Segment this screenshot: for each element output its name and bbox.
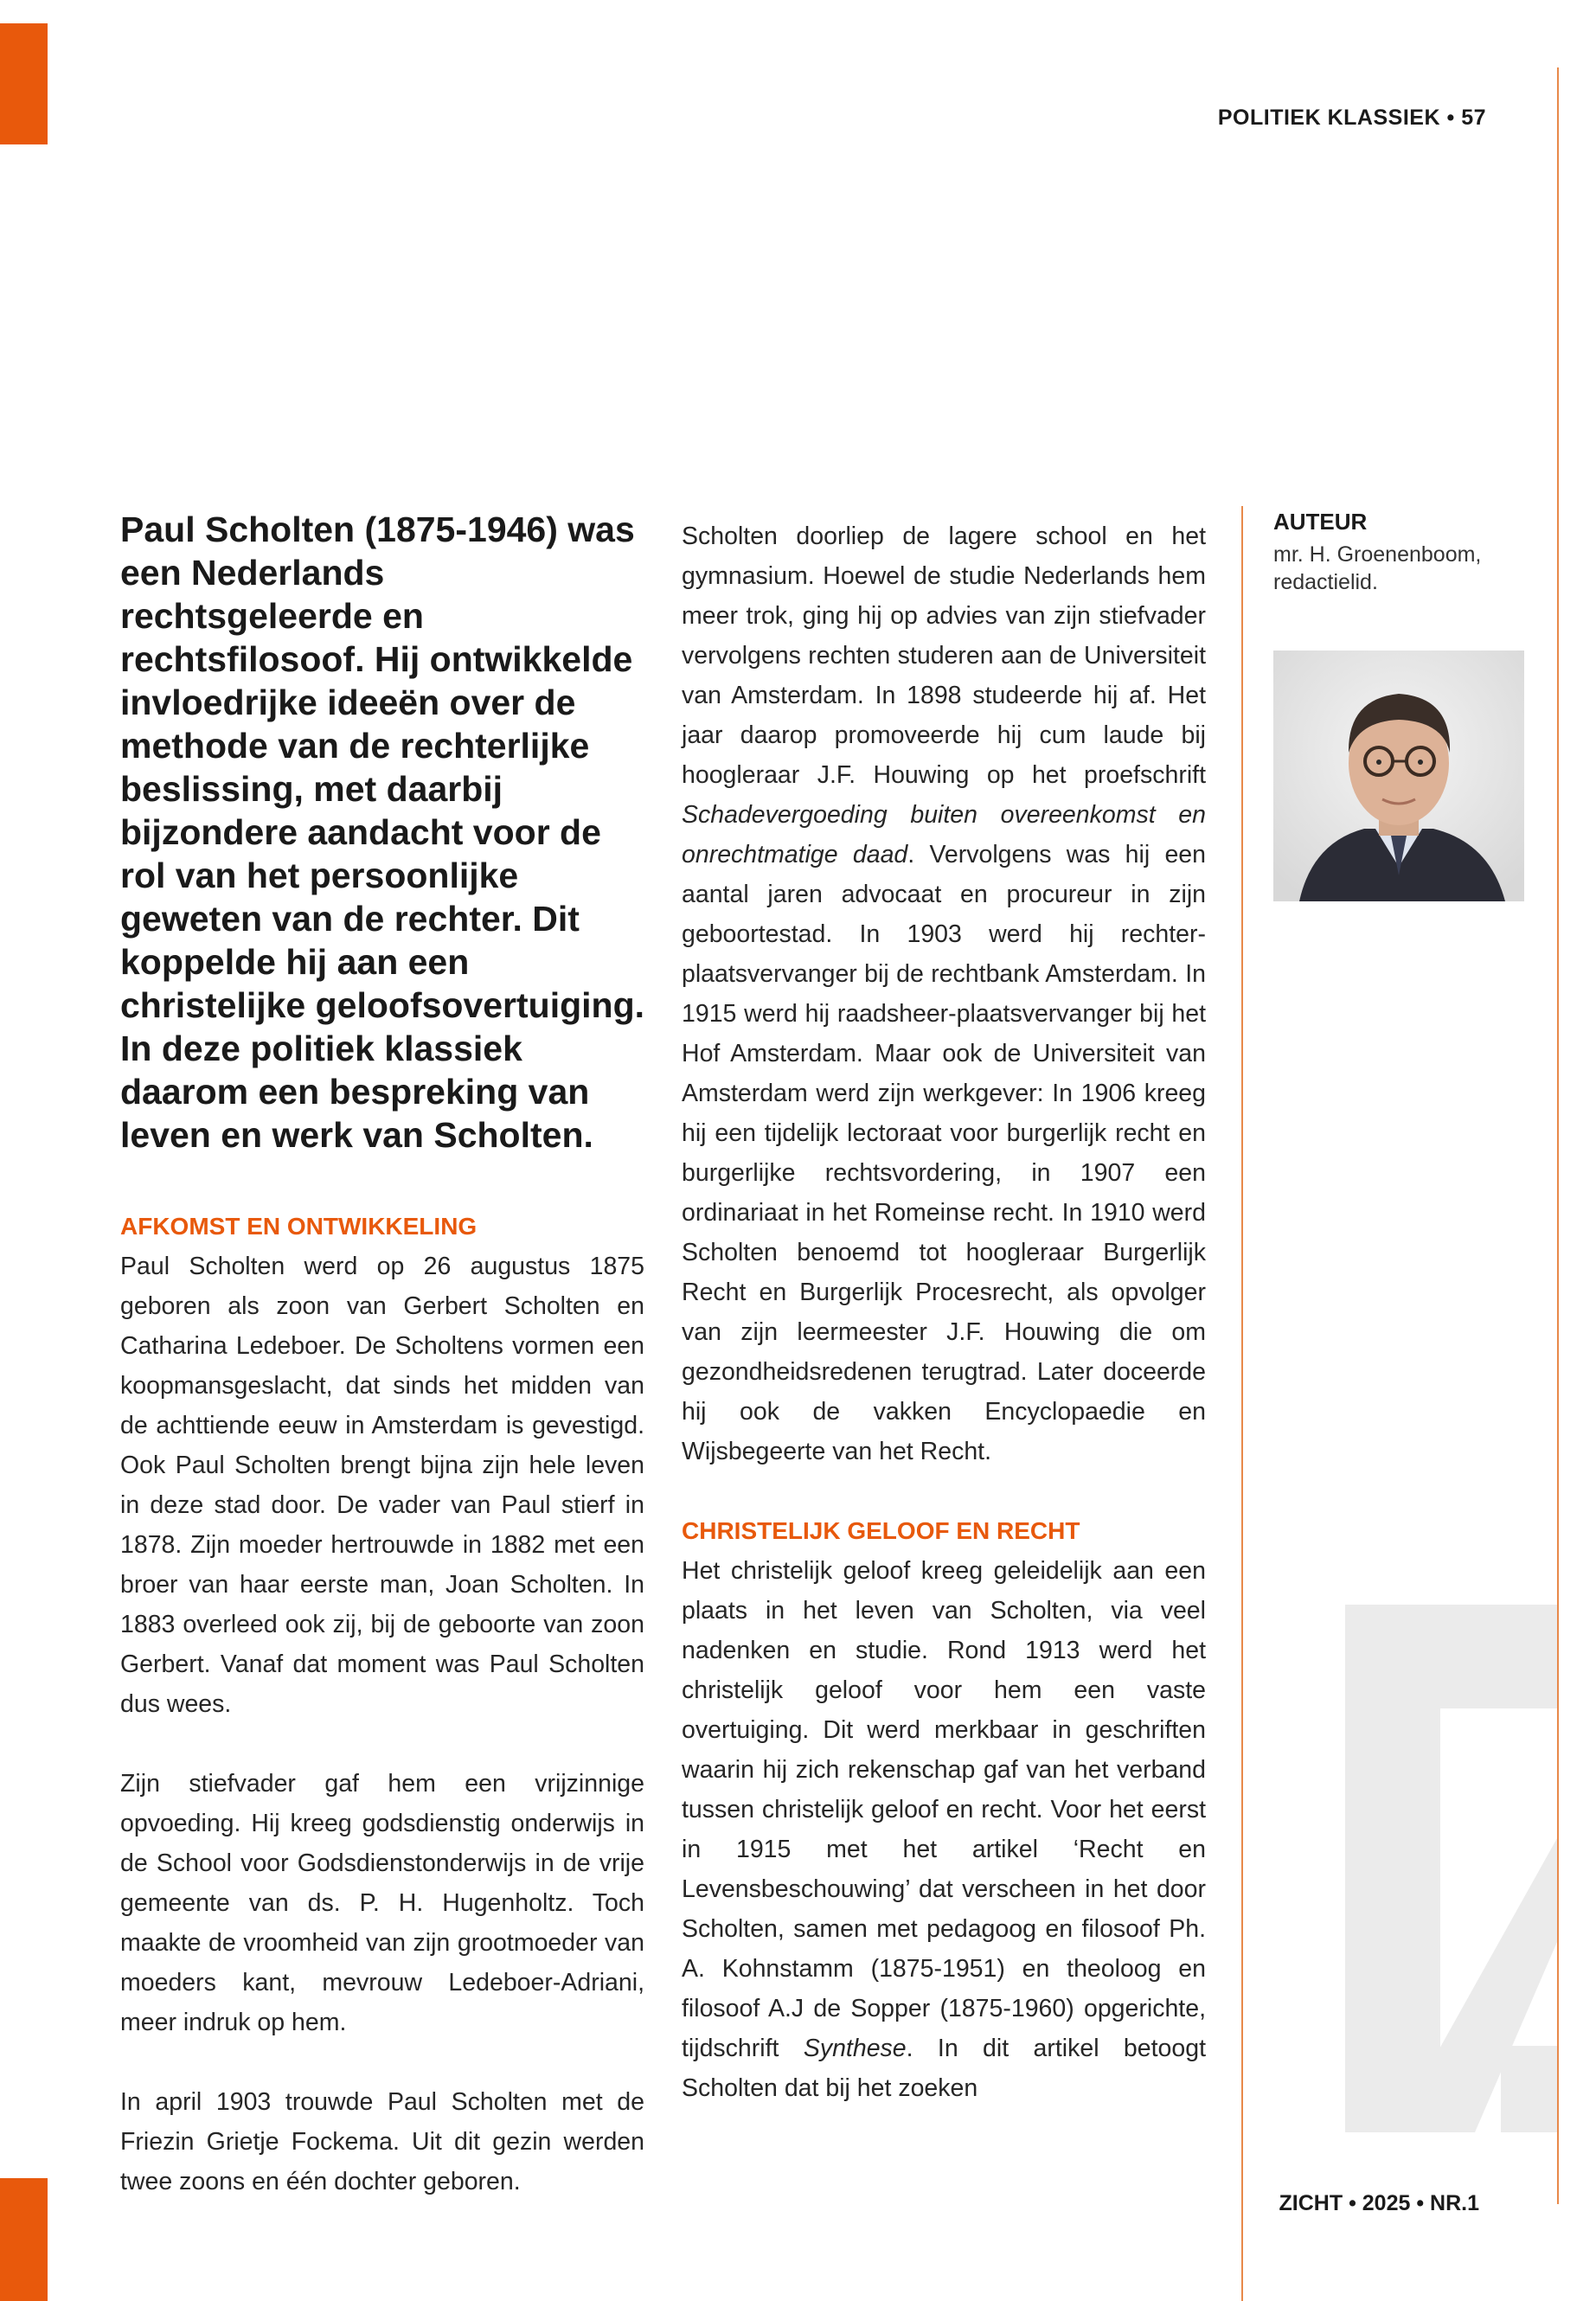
body-paragraph — [682, 1551, 1206, 2108]
section-heading-christelijk: CHRISTELIJK GELOOF EN RECHT — [682, 1517, 1080, 1544]
author-photo — [1273, 651, 1524, 901]
body-paragraph: In april 1903 trouwde Paul Scholten met de Friezin Grietje Fockema. Uit dit gezin werden twee zoons en één dochter geboren. — [120, 2088, 644, 2195]
body-text: . Vervolgens was hij een aantal jaren advocaat en procureur in zijn geboortestad. In 1903 werd hij rechter-plaatsvervanger bij de rechtbank Amsterdam. In 1915 werd hij raadsheer-plaatsvervanger bij het Hof Amsterdam. Maar ook de Universiteit van Amsterdam werd zijn werkgever: In 1906 kreeg hij een tijdelijk lectoraat voor burgerlijk recht en burgerlijke rechtsvordering, in 1907 een ordinariaat in het Romeinse recht. In 1910 werd Scholten benoemd tot hoogleraar Burgerlijk Recht en Burgerlijk Procesrecht, als opvolger van zijn leermeester J.F. Houwing die om gezondheidsredenen terugtrad. Later doceerde hij ook de vakken Encyclopaedie en Wijsbegeerte van het Recht. — [682, 841, 1206, 1465]
orange-accent-bar-top — [0, 23, 48, 144]
dissertation-title: Schadevergoeding buiten overeenkomst en onrechtmatige daad — [682, 801, 1206, 868]
author-name: mr. H. Groenenboom, redactielid. — [1273, 542, 1482, 594]
body-text: Scholten doorliep de lagere school en het gymnasium. Hoewel de studie Nederlands hem meer trok, ging hij op advies van zijn stiefvader vervolgens rechten studeren aan de Universiteit van Amsterdam. In 1898 studeerde hij af. Het jaar daarop promoveerde hij cum laude bij hoogleraar J.F. Houwing op het proefschrift — [682, 522, 1206, 789]
page-number: 57 — [1461, 106, 1486, 130]
author-column-rule — [1241, 506, 1243, 2301]
section-heading-afkomst: AFKOMST EN ONTWIKKELING — [120, 1213, 478, 1240]
watermark-z-shape — [1345, 1605, 1557, 2132]
left-column — [120, 508, 644, 2202]
body-text: . In dit artikel betoogt Scholten dat bij het zoeken — [682, 2035, 1206, 2102]
body-paragraph: Paul Scholten werd op 26 augustus 1875 geboren als zoon van Gerbert Scholten en Catharina Ledeboer. De Scholtens vormen een koopmansgeslacht, dat sinds het midden van de achttiende eeuw in Amsterdam is gevestigd. Ook Paul Scholten brengt bijna zijn hele leven in deze stad door. De vader van Paul stierf in 1878. Zijn moeder hertrouwde in 1882 met een broer van haar eerste man, Joan Scholten. In 1883 overleed ook zij, bij de geboorte van zoon Gerbert. Vanaf dat moment was Paul Scholten dus wees. — [120, 1253, 644, 1718]
author-label: AUTEUR — [1273, 509, 1368, 535]
journal-title: Synthese — [803, 2035, 907, 2062]
body-text: Het christelijk geloof kreeg geleidelijk aan een plaats in het leven van Scholten, via veel nadenken en studie. Rond 1913 werd het christelijk geloof voor hem een vaste overtuiging. Dit werd merkbaar in geschriften waarin hij zich rekenschap gaf van het verband tussen christelijk geloof en recht. Voor het eerst in 1915 met het artikel ‘Recht en Levensbeschouwing’ dat verscheen in het door Scholten, samen met pedagoog en filosoof Ph. A. Kohnstamm (1875-1951) en theoloog en filosoof A.J de Sopper (1875-1960) opgerichte, tijdschrift — [682, 1557, 1206, 2062]
orange-accent-bar-bottom — [0, 2178, 48, 2301]
header-section: POLITIEK KLASSIEK — [1217, 106, 1441, 130]
body-paragraph — [682, 516, 1206, 1471]
body-paragraph: Zijn stiefvader gaf hem een vrijzinnige opvoeding. Hij kreeg godsdienstig onderwijs in de School voor Godsdienstonderwijs in de vrije gemeente van ds. P. H. Hugenholtz. Toch maakte de vroomheid van zijn grootmoeder van moeders kant, mevrouw Ledeboer-Adriani, meer indruk op hem. — [120, 1770, 644, 2036]
lead-paragraph: Paul Scholten (1875-1946) was een Nederlands rechtsgeleerde en rechtsfilosoof. Hij ontwikkelde invloedrijke ideeën over de methode van de rechterlijke beslissing, met daarbij bijzondere aandacht voor de rol van het persoonlijke geweten van de rechter. Dit koppelde hij aan een christelijke geloofsovertuiging. In deze politiek klassiek daarom een bespreking van leven en werk van Scholten. — [120, 510, 645, 1155]
running-header — [1218, 106, 1486, 131]
middle-column — [682, 516, 1206, 2108]
page-edge-rule — [1557, 67, 1559, 2204]
running-footer: ZICHT • 2025 • NR.1 — [1279, 2191, 1479, 2215]
header-separator: • — [1446, 106, 1455, 130]
